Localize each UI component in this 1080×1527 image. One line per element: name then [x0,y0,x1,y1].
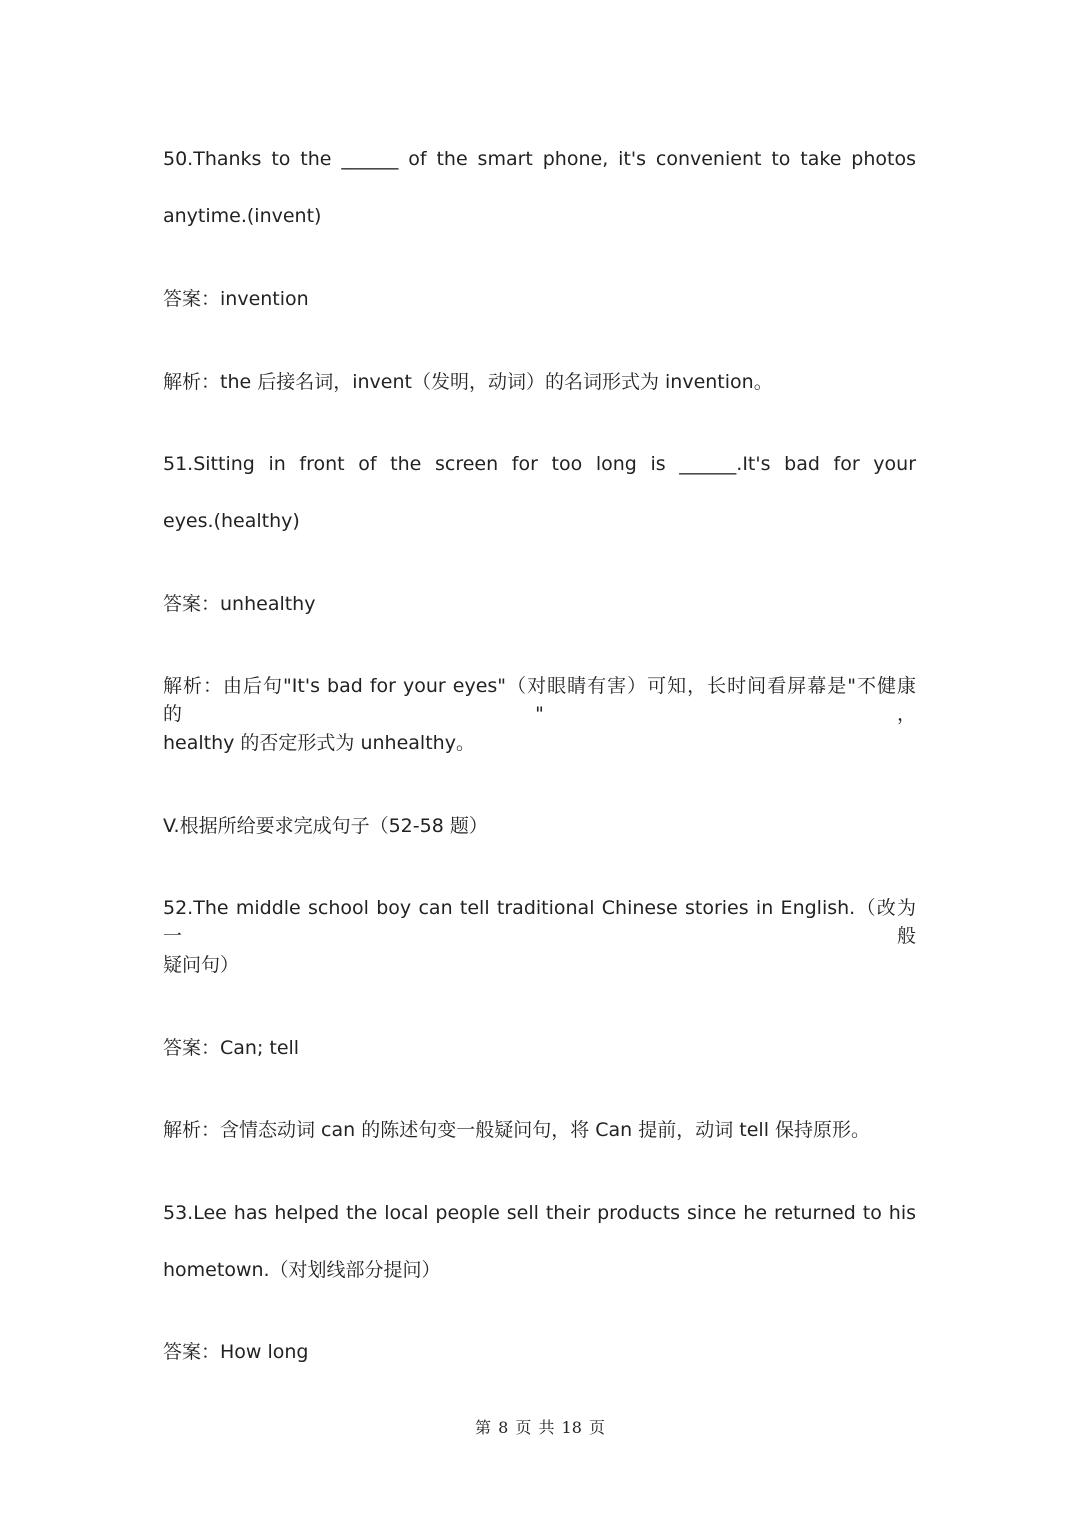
question-50-line-2: anytime.(invent) [163,205,322,227]
question-50-line-1: 50.Thanks to the ______ of the smart phone, it's convenient to take photos [163,148,916,170]
question-53-line-1: 53.Lee has helped the local people sell their products since he returned to his [163,1202,916,1224]
answer-53: 答案：How long [163,1341,309,1363]
page-number-footer: 第 8 页 共 18 页 [475,1418,605,1437]
section-heading: V.根据所给要求完成句子（52-58 题） [163,815,488,837]
question-53-line-2: hometown.（对划线部分提问） [163,1259,441,1281]
explanation-50: 解析：the 后接名词，invent（发明，动词）的名词形式为 invention。 [163,371,773,393]
question-52-line-1: 52.The middle school boy can tell traditional Chinese stories in English.（改为一般 [163,897,916,947]
explanation-52: 解析：含情态动词 can 的陈述句变一般疑问句，将 Can 提前，动词 tell 保持原形。 [163,1119,871,1141]
explanation-51-line-2: healthy 的否定形式为 unhealthy。 [163,732,475,754]
question-52-line-2: 疑问句） [163,954,240,976]
answer-52: 答案：Can; tell [163,1037,300,1059]
answer-50: 答案：invention [163,288,309,310]
question-51-line-1: 51.Sitting in front of the screen for too long is ______.It's bad for your [163,453,916,475]
answer-51: 答案：unhealthy [163,593,316,615]
question-51-line-2: eyes.(healthy) [163,510,300,532]
explanation-51-line-1: 解析：由后句"It's bad for your eyes"（对眼睛有害）可知，长时间看屏幕是"不健康的"， [163,675,916,725]
